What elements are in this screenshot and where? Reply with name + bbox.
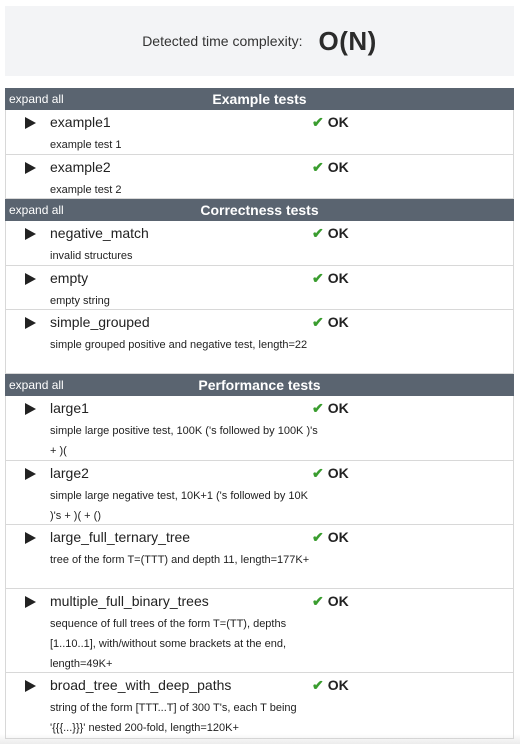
test-status: ✔ OK	[312, 677, 349, 693]
test-description: simple large positive test, 100K ('s followed by 100K )'s + )(	[50, 425, 318, 457]
test-row-negative-match[interactable]	[5, 221, 514, 266]
test-status: ✔ OK	[312, 225, 349, 241]
test-status: ✔ OK	[312, 159, 349, 175]
test-name: example1	[50, 114, 111, 130]
complexity-value: O(N)	[318, 25, 377, 56]
expand-all-link[interactable]: expand all	[9, 92, 64, 106]
test-row-broad-tree-with-deep-paths[interactable]	[5, 673, 514, 739]
section-header-correctness	[5, 199, 514, 221]
expand-triangle-icon[interactable]	[25, 680, 36, 692]
expand-triangle-icon[interactable]	[25, 596, 36, 608]
test-name: large1	[50, 400, 89, 416]
expand-triangle-icon[interactable]	[25, 228, 36, 240]
test-status: ✔ OK	[312, 593, 349, 609]
test-description: tree of the form T=(TTT) and depth 11, length=177K+	[50, 554, 310, 566]
test-status: ✔ OK	[312, 465, 349, 481]
test-row-example1[interactable]	[5, 110, 514, 155]
check-icon: ✔	[312, 529, 324, 545]
test-name: large2	[50, 465, 89, 481]
complexity-label: Detected time complexity:	[142, 33, 303, 49]
test-status: ✔ OK	[312, 529, 349, 545]
test-description: simple large negative test, 10K+1 ('s followed by 10K )'s + )( + ()	[50, 490, 308, 522]
section-header-performance	[5, 374, 514, 396]
check-icon: ✔	[312, 677, 324, 693]
check-icon: ✔	[312, 465, 324, 481]
expand-all-link[interactable]: expand all	[9, 378, 64, 392]
expand-triangle-icon[interactable]	[25, 468, 36, 480]
complexity-panel	[5, 6, 514, 76]
test-name: example2	[50, 159, 111, 175]
test-name: multiple_full_binary_trees	[50, 593, 209, 609]
test-description: example test 2	[50, 184, 122, 196]
check-icon: ✔	[312, 114, 324, 130]
test-description: example test 1	[50, 139, 122, 151]
test-row-empty[interactable]	[5, 266, 514, 310]
test-name: empty	[50, 270, 89, 286]
check-icon: ✔	[312, 593, 324, 609]
section-header-example	[5, 88, 514, 110]
check-icon: ✔	[312, 270, 324, 286]
expand-triangle-icon[interactable]	[25, 403, 36, 415]
test-status: ✔ OK	[312, 114, 349, 130]
test-description: sequence of full trees of the form T=(TT), depths [1..10..1], with/without some brackets at the end, length=49K+	[50, 618, 287, 670]
expand-triangle-icon[interactable]	[25, 532, 36, 544]
check-icon: ✔	[312, 225, 324, 241]
test-status: ✔ OK	[312, 314, 349, 330]
test-description: simple grouped positive and negative test, length=22	[50, 339, 308, 351]
expand-triangle-icon[interactable]	[25, 273, 36, 285]
section-title: Correctness tests	[200, 202, 319, 218]
section-title: Performance tests	[198, 377, 321, 393]
test-row-example2[interactable]	[5, 155, 514, 199]
expand-triangle-icon[interactable]	[25, 317, 36, 329]
test-name: negative_match	[50, 225, 149, 241]
test-description: string of the form [TTT...T] of 300 T's, each T being '{{{...}}}' nested 200-fold, length=120K+	[50, 702, 297, 734]
test-name: simple_grouped	[50, 314, 150, 330]
test-row-large-full-ternary-tree[interactable]	[5, 525, 514, 589]
expand-all-link[interactable]: expand all	[9, 203, 64, 217]
check-icon: ✔	[312, 400, 324, 416]
test-row-multiple-full-binary-trees[interactable]	[5, 589, 514, 673]
check-icon: ✔	[312, 314, 324, 330]
test-status: ✔ OK	[312, 270, 349, 286]
test-row-large1[interactable]	[5, 396, 514, 461]
test-row-large2[interactable]	[5, 461, 514, 525]
test-name: broad_tree_with_deep_paths	[50, 677, 232, 693]
test-description: empty string	[50, 295, 110, 307]
test-row-simple-grouped[interactable]	[5, 310, 514, 374]
test-name: large_full_ternary_tree	[50, 529, 191, 545]
expand-triangle-icon[interactable]	[25, 117, 36, 129]
test-status: ✔ OK	[312, 400, 349, 416]
bottom-fade	[0, 734, 520, 744]
check-icon: ✔	[312, 159, 324, 175]
section-title: Example tests	[212, 91, 307, 107]
expand-triangle-icon[interactable]	[25, 162, 36, 174]
test-description: invalid structures	[50, 250, 133, 262]
